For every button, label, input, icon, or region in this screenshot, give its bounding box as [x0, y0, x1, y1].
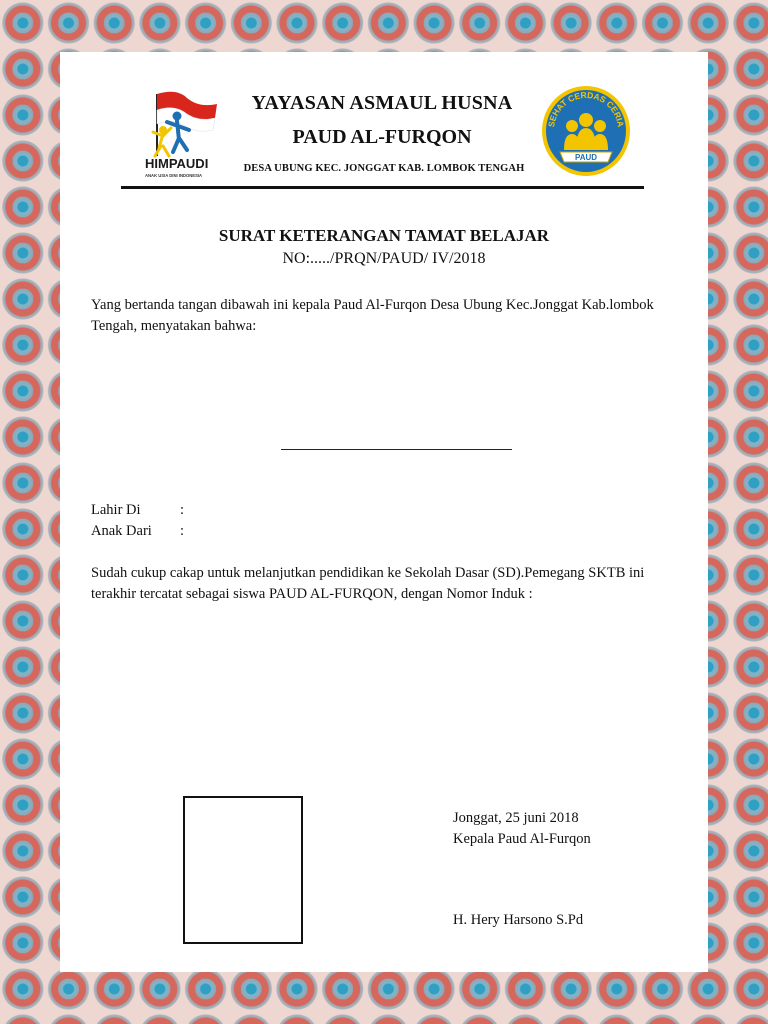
photo-placeholder [183, 796, 303, 944]
signature-place-date: Jonggat, 25 juni 2018 [453, 810, 579, 826]
paud-logo-arc-text: SEHAT CERDAS CERIA [546, 89, 626, 128]
signatory-name: H. Hery Harsono S.Pd [453, 912, 584, 928]
intro-paragraph [91, 295, 691, 337]
field-parent-label: Anak Dari [91, 523, 152, 539]
document-number: NO:...../PRQN/PAUD/ IV/2018 [282, 250, 486, 267]
paud-logo [540, 84, 632, 178]
paud-logo-ribbon: PAUD [574, 153, 598, 162]
statement-line-2: terakhir tercatat sebagai siswa PAUD AL-FURQON, dengan Nomor Induk : [91, 586, 533, 602]
himpaudi-title: HIMPAUDI [145, 156, 209, 171]
field-birthplace-separator: : [180, 502, 185, 518]
himpaudi-logo [143, 88, 229, 180]
document-title: SURAT KETERANGAN TAMAT BELAJAR [218, 226, 550, 245]
signature-position: Kepala Paud Al-Furqon [453, 831, 591, 847]
intro-line-2: Tengah, menyatakan bahwa: [91, 318, 257, 334]
statement-line-1: Sudah cukup cakap untuk melanjutkan pendidikan ke Sekolah Dasar (SD).Pemegang SKTB ini [91, 565, 645, 581]
school-address: DESA UBUNG KEC. JONGGAT KAB. LOMBOK TENGAH [243, 163, 525, 174]
field-parent-separator: : [180, 523, 185, 539]
himpaudi-subtitle: ANAK USIA DINI INDONESIA [145, 173, 203, 178]
field-birthplace-label: Lahir Di [91, 502, 141, 518]
school-name: PAUD AL-FURQON [292, 126, 472, 148]
header-divider [121, 186, 644, 189]
organization-name: YAYASAN ASMAUL HUSNA [251, 92, 513, 114]
field-parent [91, 523, 184, 540]
intro-line-1: Yang bertanda tangan dibawah ini kepala Paud Al-Furqon Desa Ubung Kec.Jonggat Kab.lombok [91, 297, 654, 313]
field-birthplace [91, 502, 184, 519]
student-name-line [281, 449, 512, 450]
statement-paragraph [91, 563, 691, 605]
